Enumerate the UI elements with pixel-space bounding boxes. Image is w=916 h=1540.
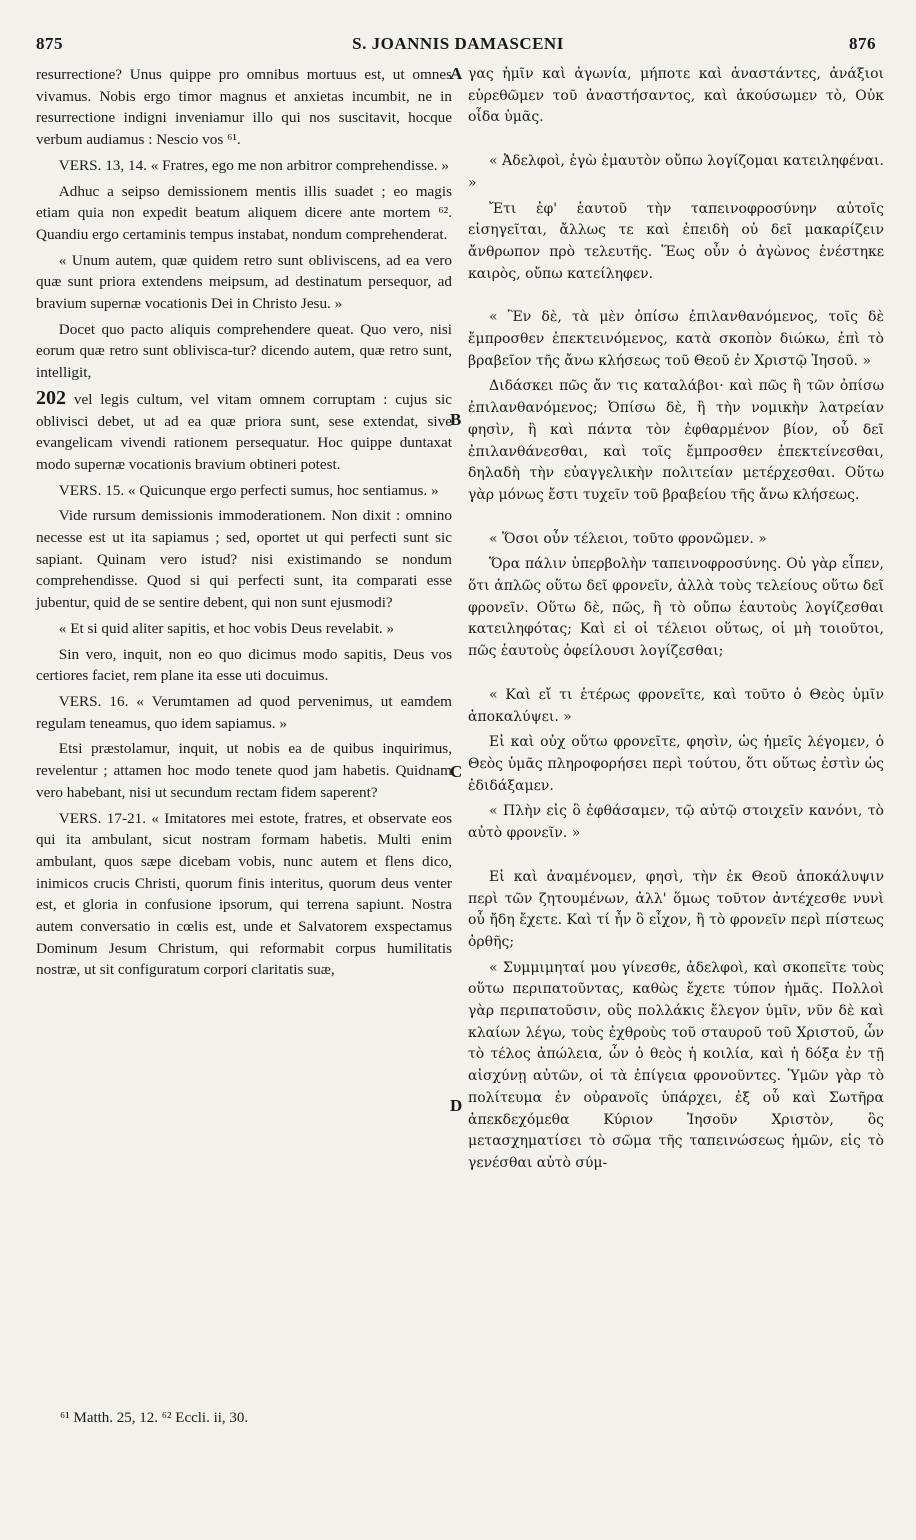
page-header <box>0 34 916 60</box>
latin-paragraph: Etsi præstolamur, inquit, ut nobis ea de quibus inquirimus, revelentur ; attamen hoc modo tenete quod jam habetis. Quidnam vero habebant, nisi ut secundum rectam fidem saperent? <box>36 740 452 801</box>
latin-paragraph: Docet quo pacto aliquis comprehendere queat. Quo vero, nisi eorum quæ retro sunt oblivisca-tur? dicendo autem, quæ retro sunt, intelligit, <box>36 320 452 382</box>
page-number-left: 875 <box>36 34 63 53</box>
section-marker-b: B <box>450 410 462 429</box>
latin-paragraph: resurrectione? Unus quippe pro omnibus mortuus est, ut omnes vivamus. Nobis ergo timor magnus et anxietas incumbit, ne in resurrectione indigni inveniamur illo qui nos suscitavit, hocque verbum audiamus : Nescio vos ⁶¹. <box>36 66 452 149</box>
latin-paragraph: Sin vero, inquit, non eo quo dicimus modo sapitis, Deus vos certiores faciet, rem plane ita esse uti docuimus. <box>36 645 452 685</box>
latin-paragraph: Adhuc a seipso demissionem mentis illis suadet ; eo magis etiam quia non expedit beatum aliquem dicere ante mortem ⁶². Quandiu ergo certaminis tempus instabat, nondum comprehenderat. <box>36 182 452 243</box>
section-marker-d: D <box>450 1096 463 1115</box>
latin-paragraph: « Unum autem, quæ quidem retro sunt obliviscens, ad ea vero quæ sunt priora extendens meipsum, ad destinatum persequor, ad bravium supernæ vocationis Dei in Christo Jesu. » <box>36 251 452 313</box>
latin-text: vel legis cultum, vel vitam omnem corruptam : cujus sic oblivisci debet, ut ad ea quæ priora sunt, sese extendat, sive evangelicam vivendi rationem persequatur. Hoc quippe duntaxat modo supernæ vocationis bravium obtineri potest. <box>36 390 452 473</box>
section-marker-a: A <box>450 64 463 83</box>
page-number-right: 876 <box>849 34 876 53</box>
margin-number: 202 <box>36 386 66 409</box>
greek-verse: « Πλὴν εἰς ὃ ἐφθάσαμεν, τῷ αὐτῷ στοιχεῖν κανόνι, τὸ αὐτὸ φρονεῖν. » <box>468 803 884 842</box>
footnotes: ⁶¹ Matth. 25, 12. ⁶² Eccli. ii, 30. <box>60 1410 249 1426</box>
latin-verse-heading: VERS. 13, 14. « Fratres, ego me non arbitror comprehendisse. » <box>58 156 449 174</box>
latin-paragraph: Vide rursum demissionis immoderationem. Non dixit : omnino necesse est ut ita sapiamus ; sed, oportet ut qui perfecti sunt sic sapiant. Quinam vero istud? nisi existimando se nondum comprehendisse. Quod si qui perfecti sunt, ita comparati esse jubentur, quid de se sentire debent, qui non sunt ejusmodi? <box>36 507 452 612</box>
greek-verse: « Ἓν δὲ, τὰ μὲν ὀπίσω ἐπιλανθανόμενος, τοῖς δὲ ἔμπροσθεν ἐπεκτεινόμενος, κατὰ σκοπὸν διώκω, ἐπὶ τὸ βραβεῖον τῆς ἄνω κλήσεως τοῦ Θεοῦ ἐν Χριστῷ Ἰησοῦ. » <box>468 309 884 369</box>
greek-paragraph: Διδάσκει πῶς ἄν τις καταλάβοι· καὶ πῶς ἢ τῶν ὀπίσω ἐπιλανθανόμενος; Ὀπίσω δὲ, ἢ τὴν νομικὴν λατρείαν φησὶν, ἢ καὶ πάντα τὸν ἐφθαρμένον βίον, οὗ δεῖ ἐπιλανθάνεσθαι, καὶ τοῖς ἔμπροσθεν ἐπεκτείνεσθαι, δηλαδὴ τὴν εὐαγγελικὴν πολιτείαν μετέρχεσθαι. Οὕτω γὰρ μόνως ἔστι τυχεῖν τοῦ βραβείου τῆς ἄνω κλήσεως. <box>468 378 884 503</box>
greek-verse: « Καὶ εἴ τι ἑτέρως φρονεῖτε, καὶ τοῦτο ὁ Θεὸς ὑμῖν ἀποκαλύψει. » <box>468 686 884 725</box>
greek-paragraph: Εἰ καὶ ἀναμένομεν, φησὶ, τὴν ἐκ Θεοῦ ἀποκάλυψιν περὶ τῶν ζητουμένων, ἀλλ' ὅμως τοῦτον ἀντέχεσθε νυνὶ οὗ ἤδη ἔχετε. Καὶ τί ἦν ὃ εἶχον, ἢ τὸ φρονεῖν περὶ πίστεως ὀρθῆς; <box>468 868 884 950</box>
latin-verse-heading: VERS. 16. « Verumtamen ad quod pervenimus, ut eamdem regulam teneamus, quo idem sapiamus. » <box>36 692 452 732</box>
greek-paragraph: Ἔτι ἐφ' ἑαυτοῦ τὴν ταπεινοφροσύνην αὐτοῖς εἰσηγεῖται, ἄλλως τε καὶ ἐπειδὴ οὐ δεῖ μακαρίζειν ἄνθρωπον πρὸ τελευτῆς. Ἕως οὖν ὁ ἀγὼνος ἐνέστηκε καιρὸς, οὔπω κατείληφεν. <box>468 200 884 282</box>
latin-paragraph: « Et si quid aliter sapitis, et hoc vobis Deus revelabit. » <box>58 619 395 637</box>
latin-verse-heading: VERS. 15. « Quicunque ergo perfecti sumus, hoc sentiamus. » <box>58 481 439 499</box>
latin-column <box>36 64 452 985</box>
greek-verse: « Συμμιμηταί μου γίνεσθε, ἀδελφοὶ, καὶ σκοπεῖτε τοὺς οὕτω περιπατοῦντας, καθὼς ἔχετε τύπον ἡμᾶς. Πολλοὶ γὰρ περιπατοῦσιν, οὓς πολλάκις ἔλεγον ὑμῖν, νῦν δὲ καὶ κλαίων λέγω, τοὺς ἐχθροὺς τοῦ σταυροῦ τοῦ Χριστοῦ, ὧν τὸ τέλος ἀπώλεια, ὧν ὁ θεὸς ἡ κοιλία, καὶ ἡ δόξα ἐν τῇ αἰσχύνῃ αὐτῶν, οἱ τὰ ἐπίγεια φρονοῦντες. Ὑμῶν γὰρ τὸ πολίτευμα ἐν οὐρανοῖς ὑπάρχει, ἐξ οὗ καὶ Σωτῆρα ἀπεκδεχόμεθα Κύριον Ἰησοῦν Χριστὸν, ὃς μετασχηματίσει τὸ σῶμα τῆς ταπεινώσεως ἡμῶν, εἰς τὸ γενέσθαι αὐτὸ σύμ- <box>468 959 884 1171</box>
greek-paragraph: γας ἡμῖν καὶ ἀγωνία, μήποτε καὶ ἀναστάντες, ἀνάξιοι εὑρεθῶμεν τοῦ ἀναστήσαντος, καὶ ἀκούσωμεν τὸ, Οὐκ οἶδα ὑμᾶς. <box>468 66 884 126</box>
greek-verse: « Ἀδελφοὶ, ἐγὼ ἐμαυτὸν οὔπω λογίζομαι κατειληφέναι. » <box>468 153 884 191</box>
latin-verse-heading: VERS. 17-21. « Imitatores mei estote, fratres, et observate eos qui ita ambulant, sicut nostram formam habetis. Multi enim ambulant, quos sæpe dicebam vobis, nunc autem et flens dico, inimicos crucis Christi, quorum finis interitus, quorum deus venter est, et gloria in confusione ipsorum, qui terrena sapiunt. Nostra autem conversatio in cœlis est, unde et Salvatorem exspectamus Dominum Jesum Christum, qui reformabit corpus humilitatis nostræ, ut sit configuratum corpori claritatis suæ, <box>36 809 452 979</box>
greek-column <box>468 64 884 1179</box>
section-marker-c: C <box>450 762 463 781</box>
running-title: S. JOANNIS DAMASCENI <box>352 34 564 53</box>
greek-verse: « Ὅσοι οὖν τέλειοι, τοῦτο φρονῶμεν. » <box>489 530 767 547</box>
greek-paragraph: Εἰ καὶ οὐχ οὕτω φρονεῖτε, φησὶν, ὡς ἡμεῖς λέγομεν, ὁ Θεὸς ὑμᾶς πληροφορήσει περὶ τούτου, ὅτι οὕτως ἐστὶν ὡς ἐδιδάξαμεν. <box>468 734 884 794</box>
latin-paragraph-with-margin <box>36 388 452 476</box>
greek-paragraph: Ὅρα πάλιν ὑπερβολὴν ταπεινοφροσύνης. Οὐ γὰρ εἶπεν, ὅτι ἁπλῶς οὕτω δεῖ φρονεῖν, ἀλλὰ τοὺς τελείους οὕτω δεῖ φρονεῖν. Οὕτω δὲ, πῶς, ἢ τὸ οὔπω ἑαυτοὺς λογίζεσθαι κατειληφότας; Καὶ εἰ οἱ τέλειοι οὕτως, οἱ μὴ τοιοῦτοι, πῶς ἑαυτοὺς ὀφείλουσι λογίζεσθαι; <box>468 556 884 660</box>
